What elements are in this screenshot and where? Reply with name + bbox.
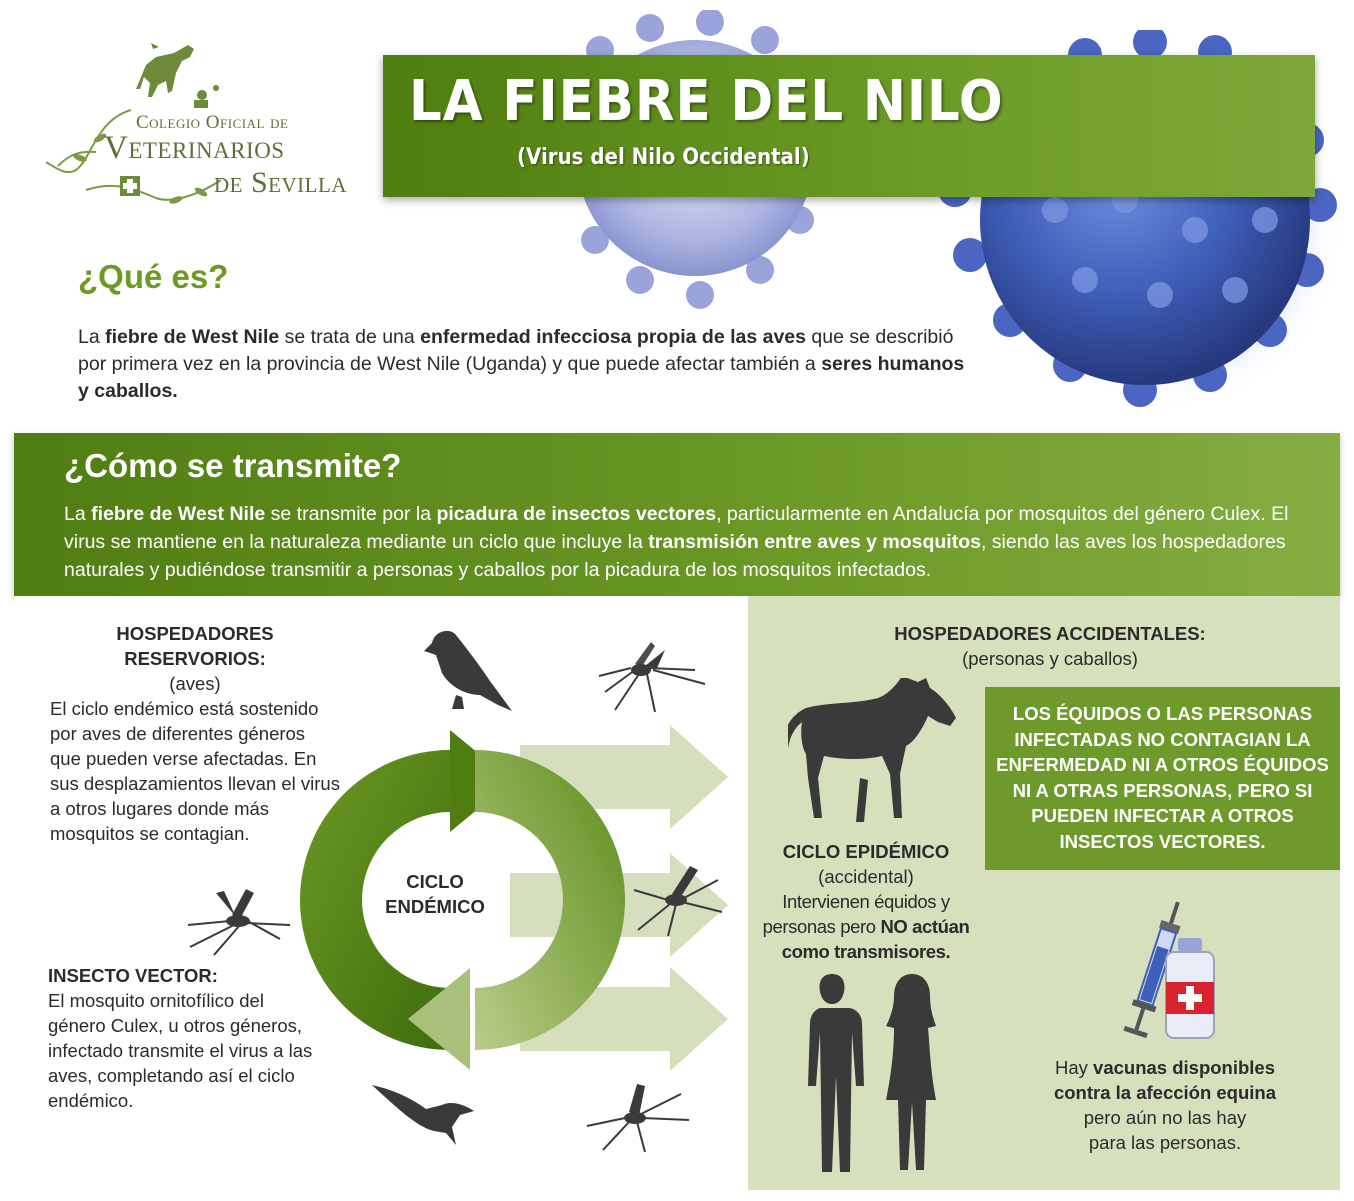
vector-insect-text: El mosquito ornitofílico del género Culex, u otros géneros, infectado transmite el virus a las aves, completando así el ciclo endémico.: [48, 990, 313, 1111]
horse-icon: [788, 678, 958, 826]
page-title: LA FIEBRE DEL NILO: [409, 69, 1004, 134]
cycle-arc-right: [475, 750, 625, 1050]
epidemic-cycle-heading: CICLO EPIDÉMICO: [782, 841, 950, 862]
man-icon: [800, 972, 865, 1172]
vaccine-icon: [1120, 900, 1230, 1045]
college-logo: [36, 40, 366, 220]
accidental-hosts-sub: (personas y caballos): [962, 648, 1138, 669]
logo-text-line-2: Veterinarios: [104, 130, 285, 166]
bird-flying-icon: [370, 1075, 480, 1150]
title-banner: [383, 55, 1315, 197]
transmission-band: [14, 433, 1340, 596]
transmission-paragraph: La fiebre de West Nile se transmite por la picadura de insectos vectores, particularmente en Andalucía por mosquitos del género Culex. El virus se mantiene en la naturaleza mediante un ciclo que incluye la transmisión entre aves y mosquitos, siendo las aves los hospedadores naturales y pudiéndose transmitir a personas y caballos por la picadura de los mosquitos infectados.: [64, 503, 1289, 581]
vaccines-block: [1030, 1055, 1300, 1155]
accidental-hosts-heading: HOSPEDADORES ACCIDENTALES:: [894, 623, 1206, 644]
page-subtitle: (Virus del Nilo Occidental): [517, 145, 810, 170]
woman-icon: [876, 972, 946, 1172]
mosquito-icon-1: [595, 640, 710, 715]
reservoir-hosts-block: [40, 621, 350, 846]
epidemic-cycle-block: [756, 839, 976, 964]
epidemic-cycle-sub: (accidental): [818, 866, 914, 887]
vaccines-text-2: pero aún no las hay para las personas.: [1083, 1107, 1247, 1153]
logo-text-line-3: de Sevilla: [214, 166, 347, 199]
que-es-paragraph: La fiebre de West Nile se trata de una enfermedad infecciosa propia de las aves que se describió por primera vez en la provincia de West Nile (Uganda) y que puede afectar también a seres humanos y caballos.: [78, 326, 965, 402]
logo-text-line-1: Colegio Oficial de: [136, 112, 289, 133]
mosquito-icon-4: [585, 1080, 695, 1155]
vector-insect-block: [48, 963, 338, 1113]
mosquito-icon-2: [180, 885, 300, 960]
accidental-hosts-block: [860, 621, 1240, 671]
header-section: [0, 0, 1354, 430]
vector-insect-heading: INSECTO VECTOR:: [48, 965, 218, 986]
reservoir-hosts-text: El ciclo endémico está sostenido por aves de diferentes géneros que pueden verse afectadas. En sus desplazamientos llevan el virus a otros lugares donde más mosquitos se contagian.: [50, 698, 340, 844]
epidemic-cycle-text: Intervienen équidos y personas pero NO actúan como transmisores.: [762, 891, 970, 962]
reservoir-hosts-heading: HOSPEDADORES RESERVORIOS:: [116, 623, 274, 669]
ciclo-endemico-label: CICLO ENDÉMICO: [385, 871, 485, 917]
que-es-heading: ¿Qué es?: [78, 258, 229, 295]
como-se-transmite-heading: ¿Cómo se transmite?: [64, 447, 402, 484]
bird-perched-icon: [420, 625, 515, 715]
no-contagion-text: LOS ÉQUIDOS O LAS PERSONAS INFECTADAS NO CONTAGIAN LA ENFERMEDAD NI A OTROS ÉQUIDOS NI A OTRAS PERSONAS, PERO SI PUEDEN INFECTAR A OTROS INSECTOS VECTORES.: [996, 703, 1329, 852]
vaccines-text-1: Hay vacunas disponibles contra la afección equina: [1053, 1057, 1277, 1103]
mosquito-icon-3: [628, 860, 728, 940]
reservoir-hosts-sub: (aves): [169, 673, 221, 694]
